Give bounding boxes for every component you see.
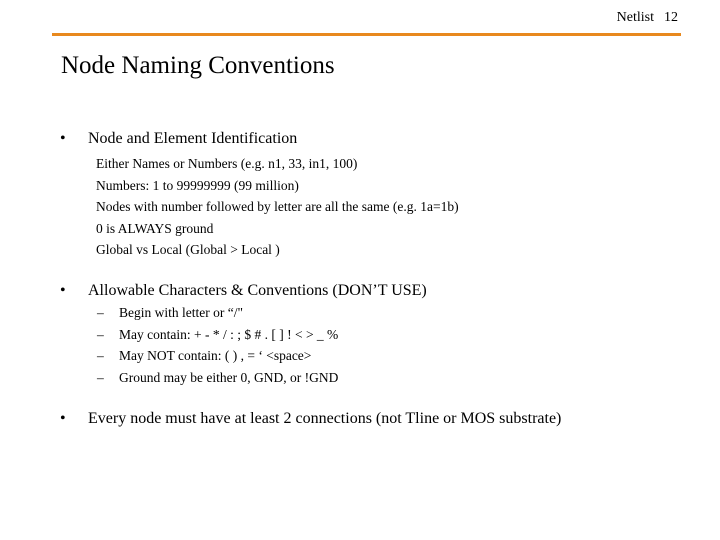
dash-marker: – (97, 348, 104, 363)
bullet-marker: • (60, 282, 66, 299)
slide-title: Node Naming Conventions (61, 52, 335, 79)
bullet-allowable-characters: Allowable Characters & Conventions (DON’T USE) (88, 282, 427, 299)
page-number: 12 (664, 10, 678, 25)
bullet-marker: • (60, 410, 66, 427)
list-item-text: Ground may be either 0, GND, or !GND (119, 369, 339, 385)
list-item-text: May contain: + - * / : ; $ # . [ ] ! < > _ % (119, 326, 339, 342)
bullet-marker: • (60, 130, 66, 147)
list-item: 0 is ALWAYS ground (96, 220, 214, 236)
list-item-text: May NOT contain: ( ) , = ‘ <space> (119, 348, 312, 363)
dash-marker: – (97, 326, 104, 342)
list-item: Nodes with number followed by letter are all the same (e.g. 1a=1b) (96, 199, 459, 214)
list-item: Global vs Local (Global > Local ) (96, 242, 280, 257)
bullet-node-element-identification: Node and Element Identification (88, 130, 298, 147)
dash-marker: – (97, 305, 104, 320)
header-divider (52, 33, 681, 36)
list-item-text: Begin with letter or “/" (119, 305, 243, 320)
slide-header (617, 10, 678, 26)
list-item: Numbers: 1 to 99999999 (99 million) (96, 177, 299, 193)
bullet-node-connections: Every node must have at least 2 connections (not Tline or MOS substrate) (88, 410, 562, 427)
identification-list (96, 153, 459, 261)
list-item: Either Names or Numbers (e.g. n1, 33, in1, 100) (96, 156, 358, 171)
header-label: Netlist (616, 10, 654, 25)
dash-marker: – (97, 369, 104, 385)
